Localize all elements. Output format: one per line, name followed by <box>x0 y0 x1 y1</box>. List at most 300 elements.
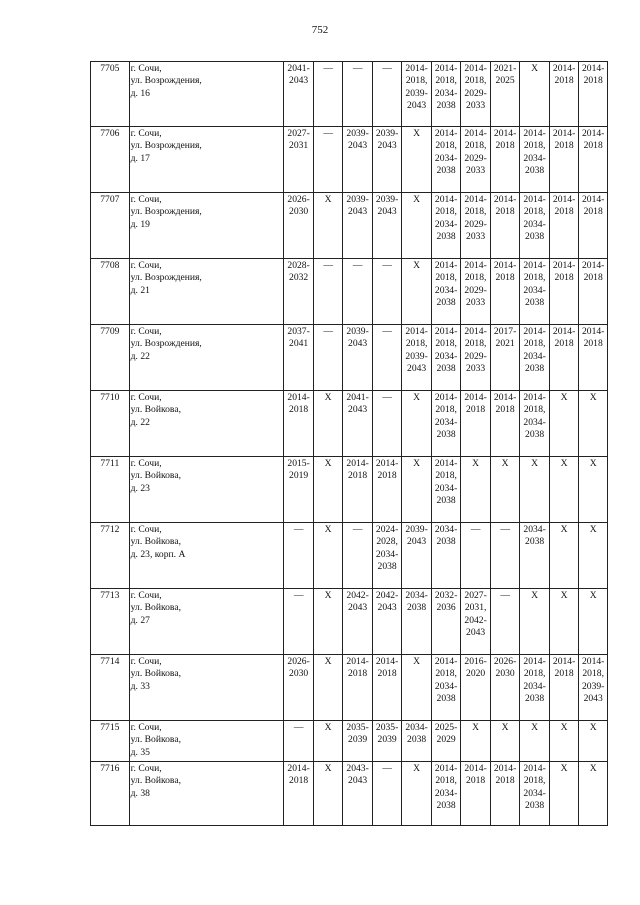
period-line: 2014- <box>493 392 517 403</box>
table-row <box>91 523 608 589</box>
period-line: 2038 <box>436 296 456 308</box>
period-line: 2014- <box>346 458 369 469</box>
period-line: X <box>413 260 421 271</box>
period-line: 2018, <box>405 75 428 87</box>
row-number: 7712 <box>91 523 130 589</box>
period-line: 2034- <box>405 722 428 733</box>
period-line: X <box>472 722 480 733</box>
period-line: 2014- <box>375 656 399 667</box>
period-cell <box>579 259 608 325</box>
address-line: д. 17 <box>130 152 150 164</box>
period-cell <box>520 721 550 762</box>
period-cell <box>284 721 314 762</box>
period-cell <box>549 127 579 193</box>
period-line: 2014- <box>464 260 487 271</box>
period-line: — <box>293 524 304 535</box>
table-row <box>91 721 608 762</box>
period-line: 2019 <box>289 470 309 482</box>
period-line: 2039- <box>346 194 369 205</box>
row-number: 7705 <box>91 62 130 127</box>
period-line: 2033 <box>466 296 486 308</box>
period-line: 2035- <box>375 722 399 733</box>
period-cell <box>549 523 579 589</box>
period-cell <box>372 523 402 589</box>
period-line: 2018, <box>435 75 457 87</box>
address-line: д. 38 <box>130 787 150 799</box>
period-line: — <box>382 392 392 403</box>
table-row <box>91 127 608 193</box>
period-line: X <box>589 722 597 733</box>
period-line: 2014- <box>287 392 310 403</box>
period-line: 2014- <box>375 458 399 469</box>
address-cell <box>129 259 284 325</box>
period-line: 2014- <box>434 260 458 271</box>
period-cell <box>490 762 520 826</box>
period-line: 2034- <box>523 350 546 362</box>
period-line: 2018, <box>464 75 487 87</box>
period-line: 2034- <box>375 548 399 560</box>
period-line: 2014- <box>434 656 458 667</box>
period-cell <box>579 325 608 391</box>
period-line: X <box>413 128 421 139</box>
period-line: 2043 <box>348 602 368 614</box>
address-line: ул. Войкова, <box>130 668 181 680</box>
period-line: 2034- <box>523 416 546 428</box>
period-line: X <box>413 458 421 469</box>
period-cell <box>284 655 314 721</box>
period-cell <box>402 193 432 259</box>
period-line: 2018 <box>495 404 515 416</box>
period-line: 2018 <box>348 668 368 680</box>
period-line: 2018, <box>435 272 457 284</box>
period-line: 2033 <box>466 230 486 242</box>
period-line: 2032 <box>289 272 309 284</box>
period-line: X <box>560 458 568 469</box>
period-line: 2043 <box>289 75 309 87</box>
period-cell <box>490 721 520 762</box>
period-cell <box>579 762 608 826</box>
period-line: 2014- <box>552 63 576 74</box>
period-cell <box>549 655 579 721</box>
period-cell <box>490 589 520 655</box>
period-line: X <box>324 458 332 469</box>
period-line: 2018, <box>582 668 604 680</box>
period-cell <box>343 655 373 721</box>
period-line: 2018, <box>435 404 457 416</box>
address-line: д. 27 <box>130 614 150 626</box>
period-line: 2014- <box>581 326 605 337</box>
address-cell <box>129 193 284 259</box>
period-line: 2043 <box>583 692 603 704</box>
period-cell <box>431 457 461 523</box>
address-line: ул. Возрождения, <box>130 338 202 350</box>
address-line: ул. Войкова, <box>130 404 181 416</box>
address-line: г. Сочи, <box>130 656 162 667</box>
period-line: 2014- <box>434 194 458 205</box>
period-cell <box>579 127 608 193</box>
period-cell <box>372 62 402 127</box>
period-cell <box>431 193 461 259</box>
period-line: X <box>324 763 332 774</box>
period-cell <box>461 457 491 523</box>
period-line: 2014- <box>493 763 517 774</box>
period-line: 2014- <box>287 763 310 774</box>
period-line: 2039- <box>375 128 399 139</box>
period-line: 2033 <box>466 164 486 176</box>
address-line: д. 16 <box>130 87 150 99</box>
address-line: д. 35 <box>130 746 150 758</box>
address-cell <box>129 391 284 457</box>
period-line: 2034- <box>523 152 546 164</box>
period-line: 2038 <box>436 494 456 506</box>
page-number: 752 <box>311 24 329 36</box>
period-line: 2038 <box>436 99 456 111</box>
period-line: 2043 <box>407 99 427 111</box>
period-line: — <box>352 524 363 535</box>
period-cell <box>313 523 343 589</box>
period-line: 2018 <box>583 338 603 350</box>
period-line: 2042- <box>346 590 369 601</box>
period-line: 2038 <box>407 602 427 614</box>
period-line: 2014- <box>434 326 458 337</box>
period-line: 2039 <box>377 734 397 746</box>
period-line: 2018 <box>495 140 515 152</box>
period-line: 2014- <box>552 128 576 139</box>
period-line: X <box>324 722 332 733</box>
period-line: 2018, <box>464 140 487 152</box>
period-line: 2018, <box>464 338 487 350</box>
period-line: 2043 <box>377 206 397 218</box>
period-cell <box>461 259 491 325</box>
period-line: 2020 <box>466 668 486 680</box>
period-cell <box>520 457 550 523</box>
period-cell <box>284 259 314 325</box>
period-cell <box>313 589 343 655</box>
period-line: 2014- <box>523 326 546 337</box>
period-line: 2018, <box>435 338 457 350</box>
period-cell <box>313 325 343 391</box>
period-cell <box>372 655 402 721</box>
period-cell <box>343 193 373 259</box>
period-line: 2018 <box>495 206 515 218</box>
period-line: 2018, <box>435 206 457 218</box>
address-line: д. 22 <box>130 416 150 428</box>
table-row <box>91 391 608 457</box>
address-line: д. 23 <box>130 482 150 494</box>
period-line: 2029 <box>436 734 456 746</box>
period-line: 2014- <box>464 194 487 205</box>
period-line: 2018, <box>523 404 546 416</box>
address-line: г. Сочи, <box>130 458 162 469</box>
period-line: 2018, <box>464 206 487 218</box>
period-line: 2026- <box>287 656 310 667</box>
period-cell <box>579 721 608 762</box>
period-cell <box>431 62 461 127</box>
period-line: 2038 <box>436 362 456 374</box>
period-cell <box>579 655 608 721</box>
period-cell <box>549 721 579 762</box>
period-line: 2042- <box>464 614 487 626</box>
period-line: 2018, <box>435 668 457 680</box>
period-line: 2018 <box>377 668 397 680</box>
period-line: 2029- <box>464 284 487 296</box>
period-line: — <box>293 590 304 601</box>
period-cell <box>461 62 491 127</box>
period-line: X <box>560 524 568 535</box>
address-cell <box>129 523 284 589</box>
period-line: 2018 <box>466 404 486 416</box>
period-line: 2014- <box>405 326 428 337</box>
period-line: 2043 <box>348 140 368 152</box>
period-line: 2014- <box>523 392 546 403</box>
period-line: 2039- <box>346 326 369 337</box>
table-row <box>91 259 608 325</box>
period-cell <box>461 391 491 457</box>
period-line: 2014- <box>523 656 546 667</box>
address-line: ул. Возрождения, <box>130 75 202 87</box>
period-line: — <box>323 63 333 74</box>
period-line: 2014- <box>464 326 487 337</box>
period-cell <box>431 523 461 589</box>
period-line: 2018 <box>348 470 368 482</box>
period-line: 2025- <box>434 722 458 733</box>
period-line: 2033 <box>466 362 486 374</box>
period-line: 2018 <box>466 775 486 787</box>
period-cell <box>313 721 343 762</box>
period-line: 2014- <box>346 656 369 667</box>
period-cell <box>431 721 461 762</box>
period-line: 2024- <box>375 524 399 535</box>
period-line: — <box>500 590 510 601</box>
period-line: 2018 <box>554 140 574 152</box>
period-cell <box>313 391 343 457</box>
address-cell <box>129 762 284 826</box>
period-line: X <box>324 194 332 205</box>
period-line: 2037- <box>287 326 310 337</box>
period-line: 2014- <box>493 194 517 205</box>
period-line: 2039- <box>346 128 369 139</box>
period-line: 2034- <box>434 482 458 494</box>
period-cell <box>402 325 432 391</box>
period-line: 2031 <box>289 140 309 152</box>
period-cell <box>520 193 550 259</box>
period-line: X <box>324 656 332 667</box>
period-line: 2018, <box>523 140 546 152</box>
period-line: X <box>589 590 597 601</box>
period-cell <box>284 589 314 655</box>
period-cell <box>579 457 608 523</box>
period-line: 2034- <box>523 524 546 535</box>
period-line: — <box>500 524 510 535</box>
period-cell <box>402 655 432 721</box>
table-row <box>91 589 608 655</box>
period-line: 2027- <box>464 590 487 601</box>
period-cell <box>461 325 491 391</box>
period-line: 2014- <box>552 260 576 271</box>
period-line: 2018, <box>523 775 546 787</box>
period-line: 2035- <box>346 722 369 733</box>
period-line: 2014- <box>464 63 487 74</box>
period-cell <box>313 193 343 259</box>
address-line: д. 22 <box>130 350 150 362</box>
period-cell <box>520 523 550 589</box>
table-row <box>91 62 608 127</box>
period-line: 2034- <box>434 284 458 296</box>
period-cell <box>313 457 343 523</box>
period-line: 2034- <box>434 680 458 692</box>
period-line: 2014- <box>581 128 605 139</box>
period-line: 2018 <box>495 272 515 284</box>
period-line: 2014- <box>523 128 546 139</box>
period-cell <box>579 62 608 127</box>
period-line: 2038 <box>525 164 545 176</box>
period-cell <box>402 259 432 325</box>
period-cell <box>372 457 402 523</box>
period-cell <box>520 325 550 391</box>
address-line: г. Сочи, <box>130 63 162 74</box>
address-line: г. Сочи, <box>130 763 162 774</box>
period-line: 2018 <box>583 75 603 87</box>
period-cell <box>284 762 314 826</box>
period-line: X <box>324 392 332 403</box>
period-line: 2041- <box>346 392 369 403</box>
period-line: 2018, <box>523 206 546 218</box>
period-cell <box>343 762 373 826</box>
period-cell <box>490 391 520 457</box>
period-cell <box>372 391 402 457</box>
period-line: 2030 <box>289 206 309 218</box>
period-cell <box>579 193 608 259</box>
period-line: 2038 <box>525 362 545 374</box>
period-line: 2029- <box>464 350 487 362</box>
period-line: 2043 <box>377 140 397 152</box>
period-cell <box>313 62 343 127</box>
period-line: 2034- <box>434 350 458 362</box>
period-line: 2027- <box>287 128 310 139</box>
period-line: 2043 <box>348 338 368 350</box>
period-line: 2038 <box>436 692 456 704</box>
period-cell <box>579 589 608 655</box>
period-line: 2018 <box>583 206 603 218</box>
period-line: X <box>560 392 568 403</box>
period-line: 2030 <box>495 668 515 680</box>
address-line: д. 19 <box>130 218 150 230</box>
period-line: 2014- <box>464 392 487 403</box>
period-cell <box>520 589 550 655</box>
period-cell <box>490 523 520 589</box>
period-cell <box>284 127 314 193</box>
period-cell <box>372 259 402 325</box>
address-line: ул. Войкова, <box>130 734 181 746</box>
period-line: 2018 <box>289 775 309 787</box>
period-cell <box>372 762 402 826</box>
period-cell <box>461 655 491 721</box>
period-cell <box>461 589 491 655</box>
period-cell <box>520 259 550 325</box>
period-cell <box>520 127 550 193</box>
period-cell <box>579 523 608 589</box>
period-line: 2029- <box>464 218 487 230</box>
period-line: — <box>323 326 333 337</box>
address-line: г. Сочи, <box>130 128 162 139</box>
period-cell <box>284 325 314 391</box>
address-line: ул. Войкова, <box>130 536 181 548</box>
period-line: 2016- <box>464 656 487 667</box>
period-line: 2042- <box>375 590 399 601</box>
period-line: 2034- <box>434 524 458 535</box>
period-cell <box>490 325 520 391</box>
period-line: 2014- <box>552 194 576 205</box>
period-line: 2018 <box>289 404 309 416</box>
period-line: 2034- <box>523 218 546 230</box>
address-line: ул. Возрождения, <box>130 272 202 284</box>
period-line: 2043 <box>407 362 427 374</box>
period-line: — <box>470 524 481 535</box>
period-line: 2028- <box>287 260 310 271</box>
period-line: X <box>531 63 539 74</box>
period-line: — <box>382 326 392 337</box>
period-line: 2014- <box>552 326 576 337</box>
period-cell <box>549 62 579 127</box>
row-number: 7709 <box>91 325 130 391</box>
address-line: ул. Возрождения, <box>130 206 202 218</box>
period-line: X <box>589 524 597 535</box>
period-line: 2014- <box>464 128 487 139</box>
period-line: 2043- <box>346 763 369 774</box>
address-cell <box>129 325 284 391</box>
period-line: 2021- <box>493 63 517 74</box>
period-line: — <box>323 128 333 139</box>
period-line: 2043 <box>348 775 368 787</box>
period-cell <box>284 457 314 523</box>
period-line: — <box>352 63 363 74</box>
table-body <box>91 62 608 826</box>
period-cell <box>284 62 314 127</box>
period-cell <box>490 62 520 127</box>
period-line: — <box>293 722 304 733</box>
period-line: 2018 <box>554 338 574 350</box>
period-cell <box>343 391 373 457</box>
period-cell <box>343 457 373 523</box>
period-line: 2039- <box>405 350 428 362</box>
period-cell <box>313 259 343 325</box>
period-cell <box>284 391 314 457</box>
period-line: 2034- <box>434 152 458 164</box>
period-cell <box>431 127 461 193</box>
period-line: 2036 <box>436 602 456 614</box>
address-line: ул. Войкова, <box>130 602 181 614</box>
period-cell <box>520 391 550 457</box>
address-line: ул. Возрождения, <box>130 140 202 152</box>
row-number: 7708 <box>91 259 130 325</box>
period-line: X <box>531 590 539 601</box>
table-row <box>91 655 608 721</box>
period-line: 2014- <box>523 194 546 205</box>
period-cell <box>402 127 432 193</box>
period-cell <box>520 762 550 826</box>
address-cell <box>129 589 284 655</box>
period-line: X <box>413 656 421 667</box>
period-line: 2018 <box>554 272 574 284</box>
period-line: — <box>382 763 392 774</box>
period-cell <box>402 391 432 457</box>
period-cell <box>372 127 402 193</box>
period-cell <box>313 655 343 721</box>
row-number: 7711 <box>91 457 130 523</box>
period-cell <box>313 127 343 193</box>
period-line: 2014- <box>581 260 605 271</box>
period-line: 2030 <box>289 668 309 680</box>
